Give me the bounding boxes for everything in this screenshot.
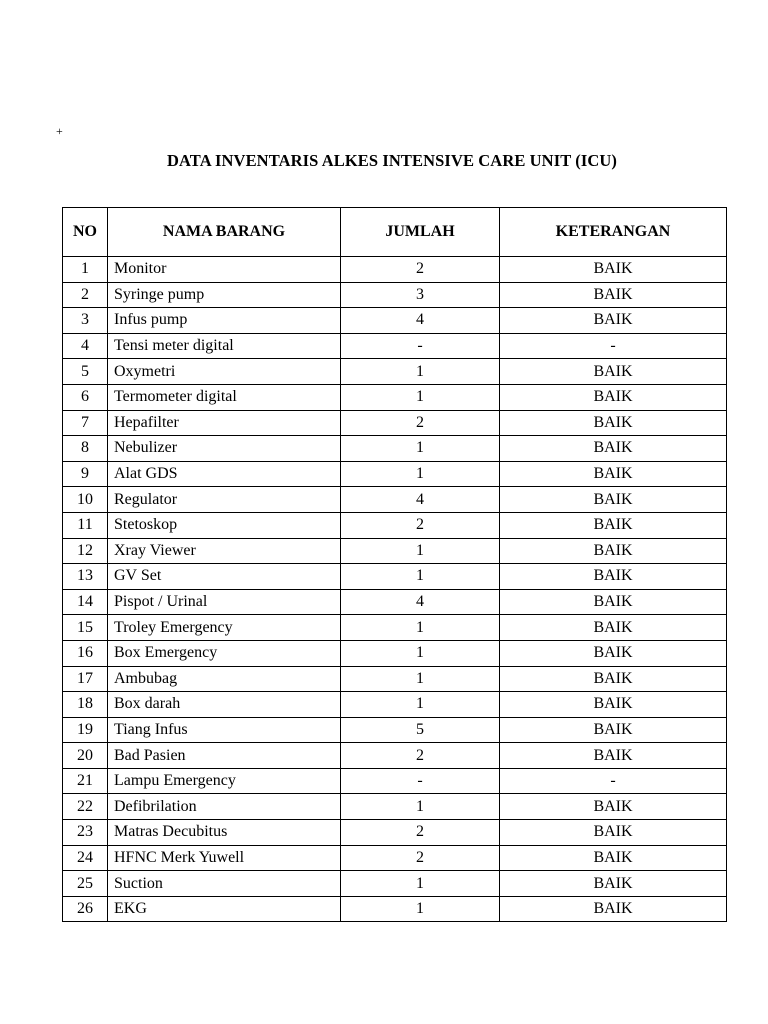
table-row xyxy=(63,794,727,820)
item-quantity: 1 xyxy=(341,615,500,641)
item-quantity: 2 xyxy=(341,257,500,283)
item-condition: - xyxy=(500,768,727,794)
item-condition: BAIK xyxy=(500,384,727,410)
item-quantity: 4 xyxy=(341,589,500,615)
item-name: Hepafilter xyxy=(108,410,341,436)
item-quantity: 5 xyxy=(341,717,500,743)
item-quantity: 4 xyxy=(341,308,500,334)
row-number: 18 xyxy=(63,692,108,718)
item-condition: BAIK xyxy=(500,487,727,513)
item-condition: BAIK xyxy=(500,282,727,308)
item-quantity: 1 xyxy=(341,564,500,590)
table-row xyxy=(63,487,727,513)
item-name: Syringe pump xyxy=(108,282,341,308)
table-row xyxy=(63,845,727,871)
item-quantity: 4 xyxy=(341,487,500,513)
row-number: 24 xyxy=(63,845,108,871)
item-name: Regulator xyxy=(108,487,341,513)
item-name: Troley Emergency xyxy=(108,615,341,641)
row-number: 17 xyxy=(63,666,108,692)
item-name: EKG xyxy=(108,896,341,922)
header-no: NO xyxy=(63,208,108,257)
table-row xyxy=(63,717,727,743)
item-name: Infus pump xyxy=(108,308,341,334)
table-row xyxy=(63,461,727,487)
item-condition: BAIK xyxy=(500,257,727,283)
table-row xyxy=(63,333,727,359)
plus-marker: + xyxy=(56,124,63,138)
item-quantity: - xyxy=(341,333,500,359)
row-number: 4 xyxy=(63,333,108,359)
table-row xyxy=(63,538,727,564)
item-name: Defibrilation xyxy=(108,794,341,820)
item-quantity: 1 xyxy=(341,640,500,666)
table-row xyxy=(63,743,727,769)
item-condition: BAIK xyxy=(500,871,727,897)
item-name: Suction xyxy=(108,871,341,897)
item-condition: BAIK xyxy=(500,845,727,871)
item-name: Termometer digital xyxy=(108,384,341,410)
item-name: Alat GDS xyxy=(108,461,341,487)
item-condition: BAIK xyxy=(500,692,727,718)
item-condition: BAIK xyxy=(500,615,727,641)
item-quantity: 2 xyxy=(341,820,500,846)
table-row xyxy=(63,436,727,462)
row-number: 2 xyxy=(63,282,108,308)
item-quantity: 1 xyxy=(341,896,500,922)
row-number: 16 xyxy=(63,640,108,666)
item-name: Pispot / Urinal xyxy=(108,589,341,615)
table-row xyxy=(63,820,727,846)
item-name: HFNC Merk Yuwell xyxy=(108,845,341,871)
item-quantity: 2 xyxy=(341,410,500,436)
item-quantity: 1 xyxy=(341,794,500,820)
row-number: 12 xyxy=(63,538,108,564)
row-number: 9 xyxy=(63,461,108,487)
item-name: GV Set xyxy=(108,564,341,590)
table-row xyxy=(63,768,727,794)
item-condition: BAIK xyxy=(500,538,727,564)
item-name: Box darah xyxy=(108,692,341,718)
item-name: Xray Viewer xyxy=(108,538,341,564)
item-quantity: 1 xyxy=(341,436,500,462)
header-name: NAMA BARANG xyxy=(108,208,341,257)
item-name: Oxymetri xyxy=(108,359,341,385)
item-name: Tensi meter digital xyxy=(108,333,341,359)
item-name: Tiang Infus xyxy=(108,717,341,743)
row-number: 13 xyxy=(63,564,108,590)
row-number: 21 xyxy=(63,768,108,794)
item-quantity: 2 xyxy=(341,743,500,769)
item-name: Monitor xyxy=(108,257,341,283)
table-row xyxy=(63,640,727,666)
row-number: 7 xyxy=(63,410,108,436)
row-number: 5 xyxy=(63,359,108,385)
header-note: KETERANGAN xyxy=(500,208,727,257)
table-row xyxy=(63,257,727,283)
table-row xyxy=(63,896,727,922)
item-name: Nebulizer xyxy=(108,436,341,462)
table-row xyxy=(63,308,727,334)
table-body xyxy=(63,257,727,922)
item-condition: BAIK xyxy=(500,666,727,692)
item-quantity: 1 xyxy=(341,359,500,385)
item-name: Box Emergency xyxy=(108,640,341,666)
item-name: Bad Pasien xyxy=(108,743,341,769)
row-number: 22 xyxy=(63,794,108,820)
table-row xyxy=(63,615,727,641)
item-quantity: 1 xyxy=(341,384,500,410)
table-row xyxy=(63,666,727,692)
item-condition: BAIK xyxy=(500,589,727,615)
row-number: 10 xyxy=(63,487,108,513)
item-name: Ambubag xyxy=(108,666,341,692)
item-quantity: 2 xyxy=(341,845,500,871)
row-number: 8 xyxy=(63,436,108,462)
item-quantity: 1 xyxy=(341,538,500,564)
item-name: Matras Decubitus xyxy=(108,820,341,846)
table-row xyxy=(63,359,727,385)
header-qty: JUMLAH xyxy=(341,208,500,257)
row-number: 25 xyxy=(63,871,108,897)
table-row xyxy=(63,564,727,590)
document-title: DATA INVENTARIS ALKES INTENSIVE CARE UNIT (ICU) xyxy=(167,151,617,170)
table-row xyxy=(63,410,727,436)
item-condition: BAIK xyxy=(500,436,727,462)
row-number: 19 xyxy=(63,717,108,743)
row-number: 14 xyxy=(63,589,108,615)
row-number: 26 xyxy=(63,896,108,922)
item-condition: BAIK xyxy=(500,461,727,487)
item-name: Lampu Emergency xyxy=(108,768,341,794)
table-header xyxy=(63,208,727,257)
row-number: 1 xyxy=(63,257,108,283)
item-quantity: 1 xyxy=(341,871,500,897)
item-condition: BAIK xyxy=(500,743,727,769)
row-number: 20 xyxy=(63,743,108,769)
item-condition: BAIK xyxy=(500,410,727,436)
item-condition: BAIK xyxy=(500,640,727,666)
table-row xyxy=(63,871,727,897)
table-row xyxy=(63,282,727,308)
item-condition: - xyxy=(500,333,727,359)
table-row xyxy=(63,692,727,718)
item-condition: BAIK xyxy=(500,308,727,334)
header-row xyxy=(63,208,727,257)
item-quantity: 1 xyxy=(341,461,500,487)
table-row xyxy=(63,512,727,538)
item-condition: BAIK xyxy=(500,359,727,385)
item-quantity: 3 xyxy=(341,282,500,308)
item-quantity: 2 xyxy=(341,512,500,538)
item-condition: BAIK xyxy=(500,512,727,538)
row-number: 15 xyxy=(63,615,108,641)
item-condition: BAIK xyxy=(500,820,727,846)
inventory-table xyxy=(62,207,727,922)
item-condition: BAIK xyxy=(500,564,727,590)
row-number: 23 xyxy=(63,820,108,846)
item-condition: BAIK xyxy=(500,794,727,820)
item-quantity: - xyxy=(341,768,500,794)
item-quantity: 1 xyxy=(341,666,500,692)
table-row xyxy=(63,384,727,410)
item-condition: BAIK xyxy=(500,717,727,743)
table-row xyxy=(63,589,727,615)
item-name: Stetoskop xyxy=(108,512,341,538)
row-number: 6 xyxy=(63,384,108,410)
item-condition: BAIK xyxy=(500,896,727,922)
row-number: 11 xyxy=(63,512,108,538)
item-quantity: 1 xyxy=(341,692,500,718)
row-number: 3 xyxy=(63,308,108,334)
